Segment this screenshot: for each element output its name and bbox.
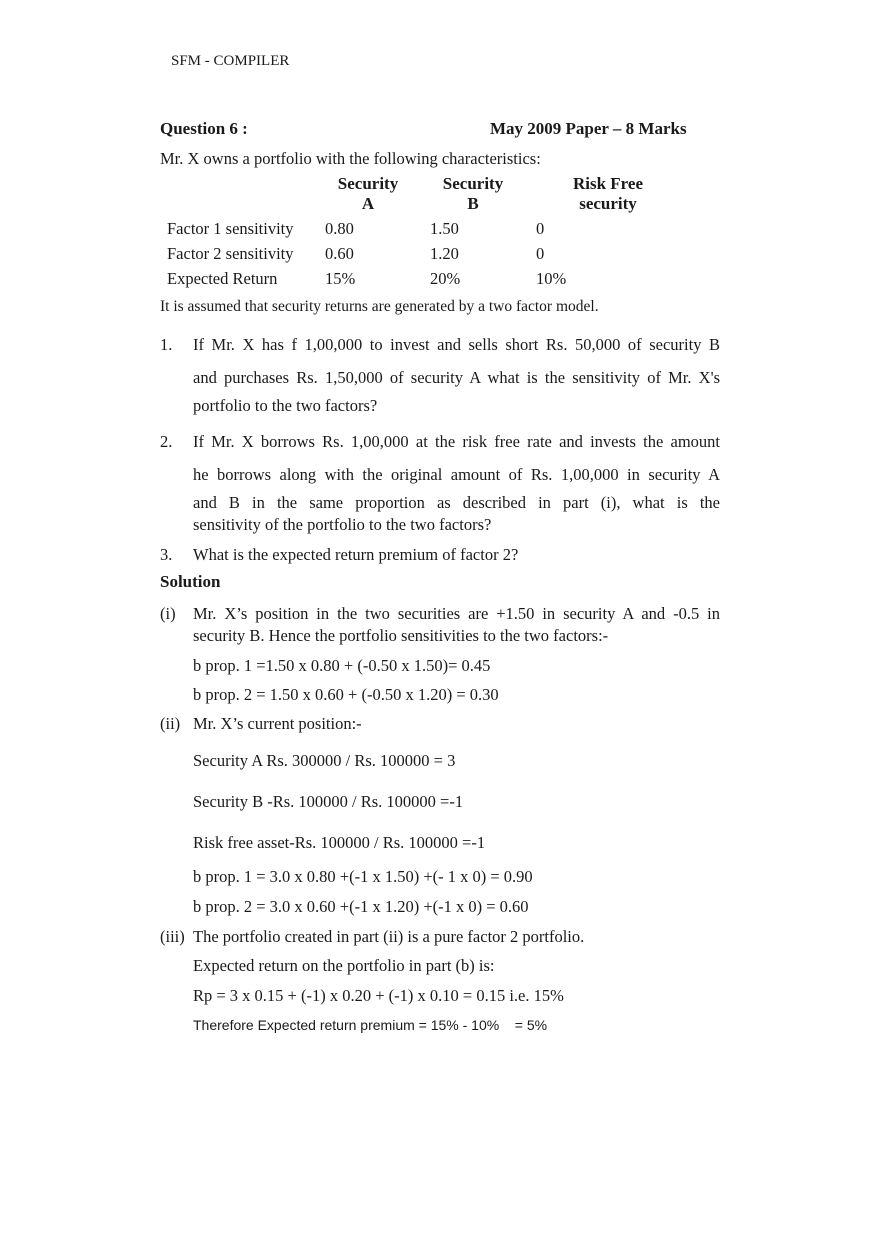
- question-paper-marks: May 2009 Paper – 8 Marks: [490, 119, 687, 138]
- question-item-line: What is the expected return premium of factor 2?: [193, 545, 519, 564]
- table-cell: 10%: [536, 269, 567, 288]
- solution-line: Mr. X’s position in the two securities are +1.50 in security A and -0.5 in: [193, 604, 720, 623]
- question-item-line: portfolio to the two factors?: [193, 396, 378, 415]
- solution-calc: b prop. 2 = 1.50 x 0.60 + (-0.50 x 1.20) = 0.30: [193, 685, 499, 704]
- question-item-line: he borrows along with the original amount of Rs. 1,00,000 in security A: [193, 465, 720, 484]
- page-header: SFM - COMPILER: [171, 53, 290, 69]
- solution-line: Expected return on the portfolio in part (b) is:: [193, 956, 495, 975]
- solution-calc: Rp = 3 x 0.15 + (-1) x 0.20 + (-1) x 0.10 = 0.15 i.e. 15%: [193, 986, 564, 1005]
- table-row-label: Expected Return: [167, 269, 278, 288]
- solution-line: security B. Hence the portfolio sensitivities to the two factors:-: [193, 626, 609, 645]
- question-item-line: If Mr. X borrows Rs. 1,00,000 at the risk free rate and invests the amount: [193, 432, 720, 451]
- question-item-line: sensitivity of the portfolio to the two factors?: [193, 515, 492, 534]
- question-item-line: and B in the same proportion as described in part (i), what is the: [193, 493, 720, 512]
- table-header-risk-free: Risk Free security: [572, 174, 644, 213]
- question-item-number: 1.: [160, 335, 173, 354]
- assumption-text: It is assumed that security returns are generated by a two factor model.: [160, 298, 599, 315]
- question-item-line: and purchases Rs. 1,50,000 of security A what is the sensitivity of Mr. X's: [193, 368, 720, 387]
- solution-title: Solution: [160, 572, 221, 591]
- solution-part-number: (iii): [160, 927, 185, 946]
- solution-line: The portfolio created in part (ii) is a pure factor 2 portfolio.: [193, 927, 585, 946]
- solution-calc: b prop. 1 =1.50 x 0.80 + (-0.50 x 1.50)= 0.45: [193, 656, 491, 675]
- question-item-line: If Mr. X has f 1,00,000 to invest and sells short Rs. 50,000 of security B: [193, 335, 720, 354]
- question-item-number: 3.: [160, 545, 173, 564]
- table-cell: 0.60: [325, 244, 354, 263]
- table-cell: 1.20: [430, 244, 459, 263]
- solution-calc: Security B -Rs. 100000 / Rs. 100000 =-1: [193, 792, 464, 811]
- solution-premium: Therefore Expected return premium = 15% - 10% = 5%: [193, 1017, 548, 1033]
- table-cell: 20%: [430, 269, 461, 288]
- solution-calc: b prop. 1 = 3.0 x 0.80 +(-1 x 1.50) +(- 1 x 0) = 0.90: [193, 867, 533, 886]
- table-cell: 15%: [325, 269, 356, 288]
- table-cell: 0.80: [325, 219, 354, 238]
- table-cell: 0: [536, 244, 545, 263]
- solution-line: Mr. X’s current position:-: [193, 714, 362, 733]
- table-row-label: Factor 1 sensitivity: [167, 219, 294, 238]
- table-header-security-a: Security A: [337, 174, 399, 213]
- solution-part-number: (ii): [160, 714, 181, 733]
- table-cell: 1.50: [430, 219, 459, 238]
- question-intro: Mr. X owns a portfolio with the following characteristics:: [160, 149, 541, 168]
- table-cell: 0: [536, 219, 545, 238]
- table-row-label: Factor 2 sensitivity: [167, 244, 294, 263]
- table-header-security-b: Security B: [442, 174, 504, 213]
- solution-calc: b prop. 2 = 3.0 x 0.60 +(-1 x 1.20) +(-1 x 0) = 0.60: [193, 897, 529, 916]
- solution-calc: Risk free asset-Rs. 100000 / Rs. 100000 =-1: [193, 833, 486, 852]
- solution-part-number: (i): [160, 604, 176, 623]
- question-title: Question 6 :: [160, 119, 248, 138]
- question-item-number: 2.: [160, 432, 173, 451]
- solution-calc: Security A Rs. 300000 / Rs. 100000 = 3: [193, 751, 456, 770]
